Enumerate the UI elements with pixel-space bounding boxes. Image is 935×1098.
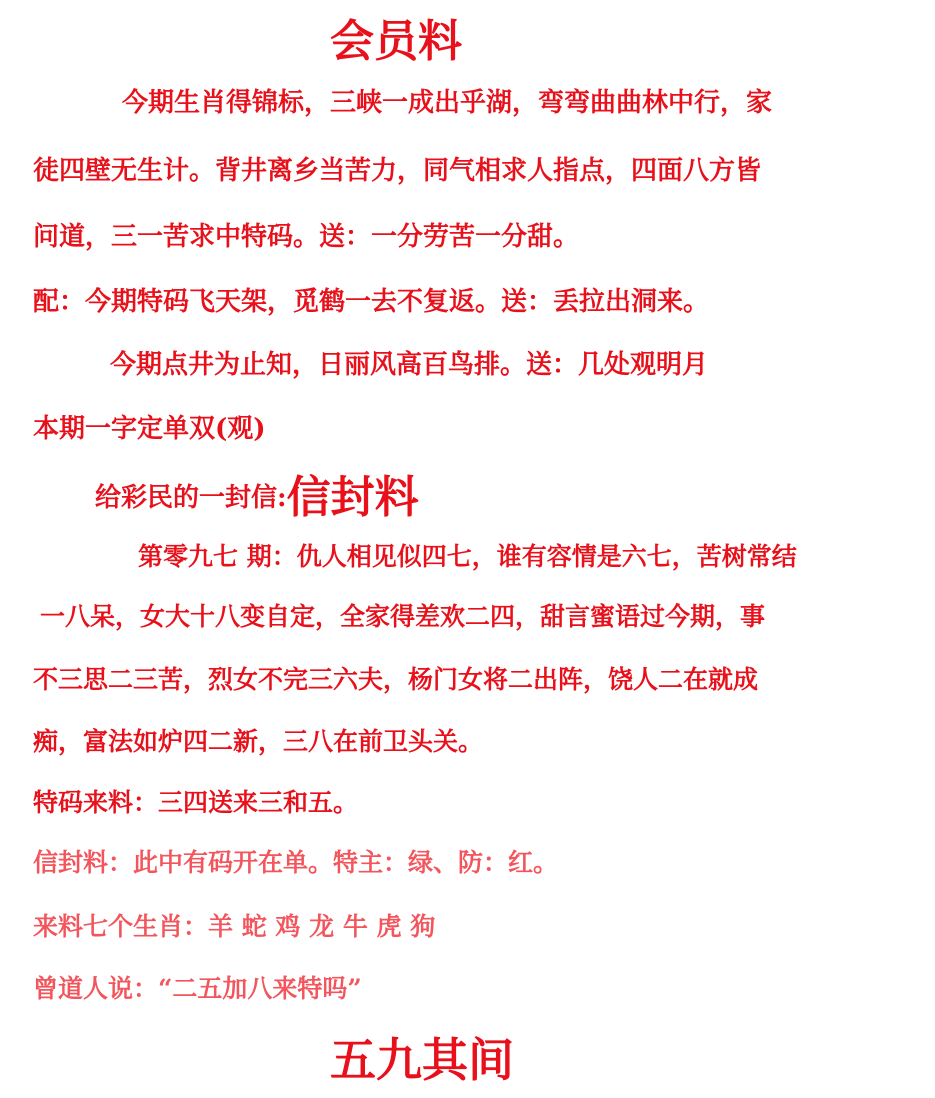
extra-line-2: 信封料：此中有码开在单。特主：绿、防：红。 bbox=[33, 848, 559, 877]
letter-line-2: 一八呆，女大十八变自定，全家得差欢二四，甜言蜜语过今期，事 bbox=[40, 602, 766, 631]
footer-title: 五九其间 bbox=[330, 1033, 514, 1087]
letter-intro-prefix: 给彩民的一封信: bbox=[95, 483, 287, 513]
member-line-6: 本期一字定单双(观) bbox=[33, 414, 266, 444]
letter-line-3: 不三思二三苦，烈女不完三六夫，杨门女将二出阵，饶人二在就成 bbox=[33, 665, 759, 694]
member-line-5: 今期点井为止知，日丽风高百鸟排。送：几处观明月 bbox=[110, 350, 709, 380]
letter-line-1: 第零九七 期：仇人相见似四七，谁有容情是六七，苦树常结 bbox=[138, 542, 797, 571]
letter-intro bbox=[95, 470, 419, 526]
member-line-1: 今期生肖得锦标，三峡一成出乎湖，弯弯曲曲林中行，家 bbox=[122, 88, 773, 118]
extra-line-4: 曾道人说：“二五加八来特吗” bbox=[33, 974, 362, 1003]
letter-intro-heading: 信封料 bbox=[286, 472, 419, 523]
member-line-2: 徒四壁无生计。背井离乡当苦力，同气相求人指点，四面八方皆 bbox=[33, 156, 762, 186]
page-title: 会员料 bbox=[330, 16, 462, 67]
extra-line-1: 特码来料：三四送来三和五。 bbox=[33, 788, 359, 817]
member-line-3: 问道，三一苦求中特码。送：一分劳苦一分甜。 bbox=[33, 222, 580, 252]
member-line-4: 配：今期特码飞天架，觅鹤一去不复返。送：丢拉出洞来。 bbox=[33, 287, 710, 317]
extra-line-3: 来料七个生肖：羊 蛇 鸡 龙 牛 虎 狗 bbox=[33, 912, 436, 941]
letter-line-4: 痴，富法如炉四二新，三八在前卫头关。 bbox=[33, 727, 484, 756]
